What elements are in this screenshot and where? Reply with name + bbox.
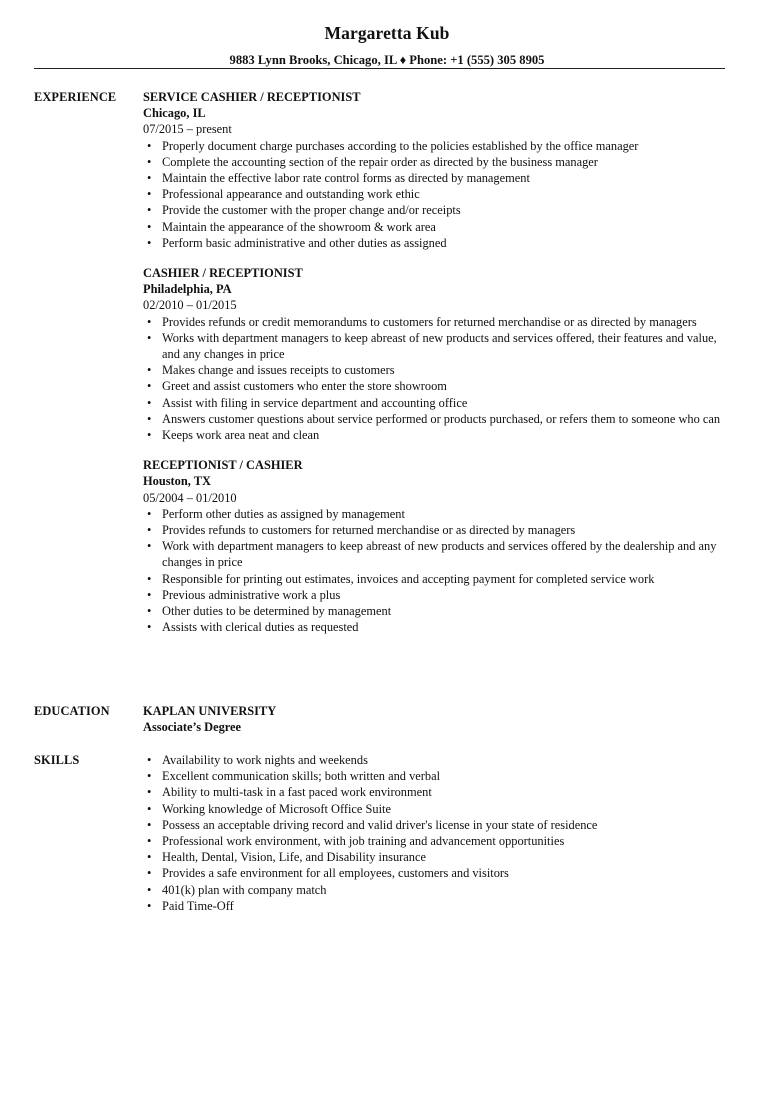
bullet-icon: • — [147, 769, 152, 784]
list-item: • Provide the customer with the proper change and/or receipts — [147, 203, 461, 218]
bullet-icon: • — [147, 882, 152, 897]
bullet-icon: • — [147, 363, 152, 378]
job-location: Philadelphia, PA — [143, 282, 232, 297]
bullet-icon: • — [147, 539, 152, 554]
list-item: • Provides refunds or credit memorandums to customers for returned merchandise or as directed by managers — [147, 314, 697, 329]
job-location: Chicago, IL — [143, 106, 206, 121]
skills-body — [143, 752, 733, 914]
list-item: • Assist with filing in service department and accounting office — [147, 395, 468, 410]
list-item: • Provides refunds to customers for returned merchandise or as directed by managers — [147, 523, 576, 538]
list-item: • Ability to multi-task in a fast paced work environment — [147, 785, 432, 800]
list-item: • Previous administrative work a plus — [147, 587, 341, 602]
list-item: • Answers customer questions about service performed or products purchased, or refers them to someone who can — [147, 411, 721, 426]
candidate-name: Margaretta Kub — [324, 23, 450, 43]
list-item: • Perform basic administrative and other duties as assigned — [147, 235, 447, 250]
school-name: KAPLAN UNIVERSITY — [143, 704, 277, 718]
education-body — [143, 703, 733, 735]
bullet-icon: • — [147, 219, 152, 234]
list-item: • Responsible for printing out estimates, invoices and accepting payment for completed service work — [147, 571, 655, 586]
list-item: • Working knowledge of Microsoft Office Suite — [147, 801, 391, 816]
list-item: • Availability to work nights and weekends — [147, 753, 368, 767]
section-title-experience: EXPERIENCE — [34, 90, 117, 104]
bullet-icon: • — [147, 314, 152, 329]
job-duties-list — [143, 314, 733, 444]
list-item: • Professional work environment, with job training and advancement opportunities — [147, 834, 565, 849]
bullet-icon: • — [147, 817, 152, 832]
list-item: • Assists with clerical duties as requested — [147, 620, 359, 635]
list-item: • Paid Time-Off — [147, 898, 234, 913]
bullet-icon: • — [147, 604, 152, 619]
bullet-icon: • — [147, 620, 152, 635]
job-entry — [143, 265, 733, 443]
job-title: RECEPTIONIST / CASHIER — [143, 458, 303, 473]
bullet-icon: • — [147, 171, 152, 186]
list-item: • Perform other duties as assigned by management — [147, 506, 405, 521]
list-item: • Provides a safe environment for all employees, customers and visitors — [147, 866, 509, 881]
bullet-icon: • — [147, 834, 152, 849]
bullet-icon: • — [147, 866, 152, 881]
contact-line: 9883 Lynn Brooks, Chicago, IL ♦ Phone: +1 (555) 305 8905 — [229, 53, 545, 67]
list-item: • Excellent communication skills; both written and verbal — [147, 769, 441, 784]
job-dates: 05/2004 – 01/2010 — [143, 490, 237, 505]
bullet-icon: • — [147, 506, 152, 521]
bullet-icon: • — [147, 395, 152, 410]
bullet-icon: • — [147, 571, 152, 586]
bullet-icon: • — [147, 587, 152, 602]
list-item: • Makes change and issues receipts to customers — [147, 363, 395, 378]
bullet-icon: • — [147, 411, 152, 426]
bullet-icon: • — [147, 138, 152, 153]
list-item: • Keeps work area neat and clean — [147, 428, 320, 443]
list-item: • Possess an acceptable driving record and valid driver's license in your state of residence — [147, 817, 598, 832]
bullet-icon: • — [147, 330, 152, 345]
experience-body — [143, 89, 733, 650]
bullet-icon: • — [147, 850, 152, 865]
bullet-icon: • — [147, 187, 152, 202]
bullet-icon: • — [147, 428, 152, 443]
job-location: Houston, TX — [143, 474, 211, 489]
bullet-icon: • — [147, 801, 152, 816]
bullet-icon: • — [147, 203, 152, 218]
bullet-icon: • — [147, 235, 152, 250]
job-duties-list — [143, 506, 733, 636]
list-item: • Health, Dental, Vision, Life, and Disability insurance — [147, 850, 426, 865]
job-entry — [143, 457, 733, 635]
bullet-icon: • — [147, 379, 152, 394]
list-item: • 401(k) plan with company match — [147, 882, 327, 897]
list-item: • Work with department managers to keep abreast of new products and services offered by the dealership and any changes in price — [147, 539, 717, 570]
job-dates: 02/2010 – 01/2015 — [143, 298, 237, 313]
resume-header — [0, 22, 774, 68]
job-title: CASHIER / RECEPTIONIST — [143, 266, 303, 281]
job-entry — [143, 89, 733, 251]
list-item: • Works with department managers to keep abreast of new products and services offered, their features and value, and any changes in price — [147, 330, 717, 362]
list-item: • Maintain the effective labor rate control forms as directed by management — [147, 171, 530, 186]
list-item: • Complete the accounting section of the repair order as directed by the business manager — [147, 154, 598, 169]
list-item: • Maintain the appearance of the showroom & work area — [147, 219, 436, 234]
job-title: SERVICE CASHIER / RECEPTIONIST — [143, 90, 361, 104]
bullet-icon: • — [147, 898, 152, 913]
job-dates: 07/2015 – present — [143, 122, 232, 137]
list-item: • Properly document charge purchases according to the policies established by the office manager — [147, 138, 639, 153]
skills-list — [143, 752, 733, 914]
bullet-icon: • — [147, 785, 152, 800]
bullet-icon: • — [147, 753, 152, 767]
degree: Associate’s Degree — [143, 720, 242, 735]
bullet-icon: • — [147, 523, 152, 538]
list-item: • Greet and assist customers who enter the store showroom — [147, 379, 447, 394]
list-item: • Other duties to be determined by management — [147, 604, 392, 619]
job-duties-list — [143, 138, 733, 251]
section-title-education: EDUCATION — [34, 704, 110, 718]
bullet-icon: • — [147, 154, 152, 169]
section-title-skills: SKILLS — [34, 753, 80, 767]
list-item: • Professional appearance and outstanding work ethic — [147, 187, 420, 202]
header-divider — [34, 68, 725, 69]
